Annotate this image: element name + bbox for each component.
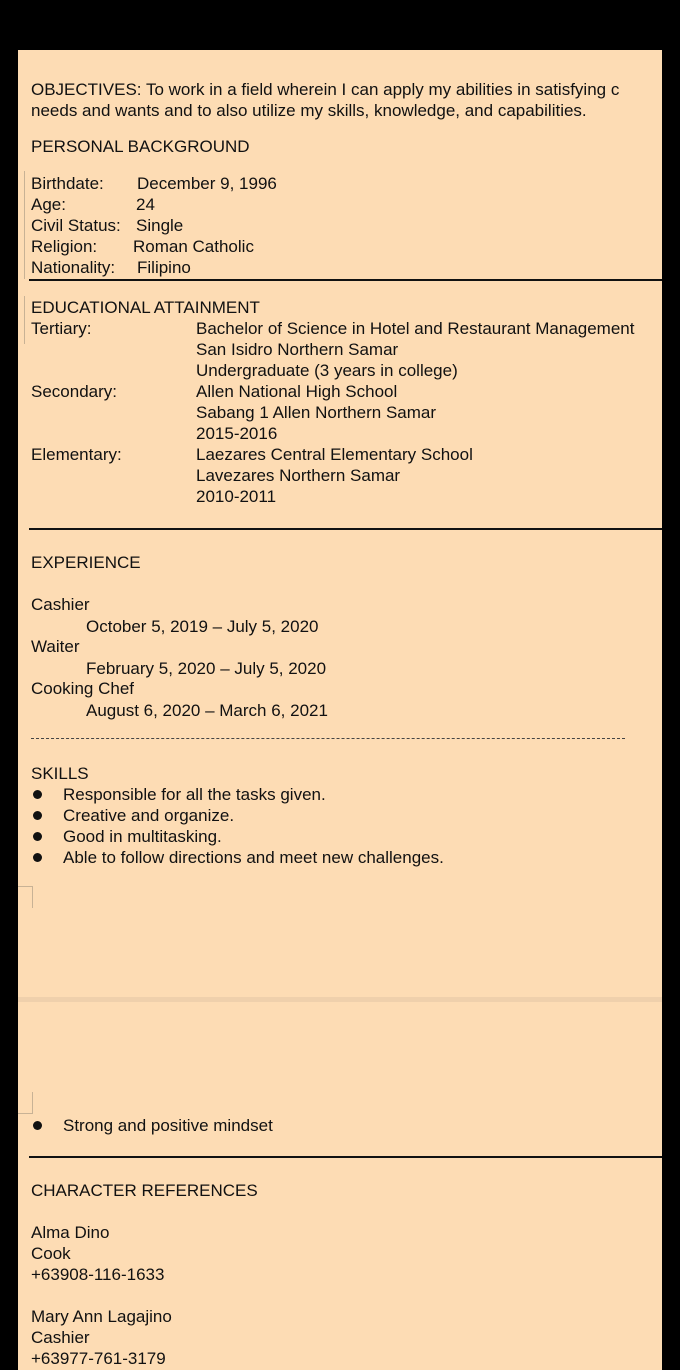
elementary-location: Lavezares Northern Samar <box>196 466 401 485</box>
religion-value: Roman Catholic <box>133 237 254 256</box>
reference-name: Mary Ann Lagajino <box>31 1307 172 1326</box>
job-title: Cooking Chef <box>31 679 135 698</box>
tertiary-label: Tertiary: <box>31 319 92 338</box>
page-break <box>18 997 662 1002</box>
job-dates: February 5, 2020 – July 5, 2020 <box>86 659 327 678</box>
table-edge-mark <box>24 296 25 344</box>
reference-role: Cashier <box>31 1328 90 1347</box>
skill-item: Creative and organize. <box>63 806 235 825</box>
elementary-school: Laezares Central Elementary School <box>196 445 473 464</box>
birthdate-label: Birthdate: <box>31 174 104 193</box>
divider <box>29 1156 662 1158</box>
dashed-divider <box>31 738 625 739</box>
reference-role: Cook <box>31 1244 71 1263</box>
references-heading: CHARACTER REFERENCES <box>31 1181 258 1200</box>
corner-mark <box>32 886 33 908</box>
civil-status-label: Civil Status: <box>31 216 121 235</box>
bullet-icon <box>33 832 42 841</box>
skill-item: Responsible for all the tasks given. <box>63 785 326 804</box>
nationality-value: Filipino <box>137 258 191 277</box>
elementary-label: Elementary: <box>31 445 122 464</box>
objectives-line-1 <box>31 79 619 100</box>
bullet-icon <box>33 1121 42 1130</box>
personal-heading: PERSONAL BACKGROUND <box>31 137 250 156</box>
reference-phone: +63977-761-3179 <box>31 1349 166 1368</box>
age-label: Age: <box>31 195 66 214</box>
table-edge-mark <box>24 171 25 279</box>
age-value: 24 <box>136 195 155 214</box>
divider <box>29 279 662 281</box>
experience-heading: EXPERIENCE <box>31 553 141 572</box>
bullet-icon <box>33 811 42 820</box>
skill-item: Strong and positive mindset <box>63 1116 273 1135</box>
civil-status-value: Single <box>136 216 184 235</box>
secondary-years: 2015-2016 <box>196 424 278 443</box>
elementary-years: 2010-2011 <box>196 487 277 506</box>
corner-mark <box>18 886 32 887</box>
secondary-label: Secondary: <box>31 382 117 401</box>
objectives-label: OBJECTIVES: <box>31 80 142 99</box>
skills-heading: SKILLS <box>31 764 89 783</box>
job-dates: August 6, 2020 – March 6, 2021 <box>86 701 328 720</box>
reference-name: Alma Dino <box>31 1223 110 1242</box>
corner-mark <box>32 1092 33 1114</box>
education-heading: EDUCATIONAL ATTAINMENT <box>31 298 260 317</box>
skill-item: Able to follow directions and meet new challenges. <box>63 848 444 867</box>
job-title: Cashier <box>31 595 90 614</box>
objectives-text-1: To work in a field wherein I can apply my abilities in satisfying c <box>145 80 620 99</box>
nationality-label: Nationality: <box>31 258 116 277</box>
secondary-school: Allen National High School <box>196 382 398 401</box>
reference-phone: +63908-116-1633 <box>31 1265 165 1284</box>
secondary-location: Sabang 1 Allen Northern Samar <box>196 403 437 422</box>
bullet-icon <box>33 790 42 799</box>
skill-item: Good in multitasking. <box>63 827 222 846</box>
objectives-line-2: needs and wants and to also utilize my skills, knowledge, and capabilities. <box>31 101 587 120</box>
job-title: Waiter <box>31 637 80 656</box>
tertiary-course: Bachelor of Science in Hotel and Restaurant Management <box>196 319 635 338</box>
religion-label: Religion: <box>31 237 98 256</box>
corner-mark <box>18 1113 32 1114</box>
job-dates: October 5, 2019 – July 5, 2020 <box>86 617 319 636</box>
bullet-icon <box>33 853 42 862</box>
tertiary-location: San Isidro Northern Samar <box>196 340 399 359</box>
resume-page <box>18 50 662 1370</box>
tertiary-status: Undergraduate (3 years in college) <box>196 361 458 380</box>
birthdate-value: December 9, 1996 <box>137 174 277 193</box>
divider <box>29 528 662 530</box>
